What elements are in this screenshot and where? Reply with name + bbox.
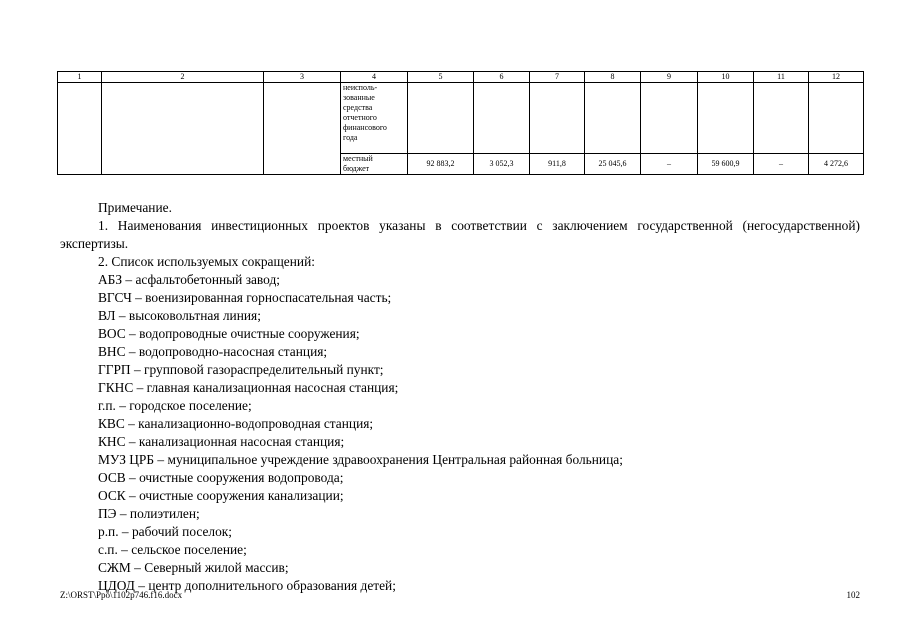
table-cell-empty (698, 83, 754, 154)
value-cell: – (754, 154, 809, 175)
abbreviation-item: ВЛ – высоковольтная линия; (98, 308, 261, 323)
row-label-line: зованные (343, 93, 375, 102)
header-cell: 1 (58, 72, 102, 83)
header-cell: 12 (809, 72, 864, 83)
abbreviation-item: ЦДОД – центр дополнительного образования детей; (98, 578, 396, 593)
row-label-line: отчетного (343, 113, 377, 122)
footer-file-path: Z:\ORST\Ppo\1102p746.f16.docx (60, 590, 183, 600)
header-cell: 6 (474, 72, 530, 83)
header-cell: 10 (698, 72, 754, 83)
header-cell: 3 (264, 72, 341, 83)
value-cell: 59 600,9 (698, 154, 754, 175)
row-label-line: финансового (343, 123, 387, 132)
abbreviation-item: ВОС – водопроводные очистные сооружения; (98, 326, 360, 341)
table-cell-empty (809, 83, 864, 154)
table-cell-empty (264, 83, 341, 175)
table-cell-empty (408, 83, 474, 154)
abbreviation-item: КНС – канализационная насосная станция; (98, 434, 345, 449)
table-cell-empty (530, 83, 585, 154)
table-cell-empty (58, 83, 102, 175)
row-label-line: местный (343, 154, 373, 163)
abbreviation-item: р.п. – рабочий поселок; (98, 524, 233, 539)
abbreviation-item: ГГРП – групповой газораспределительный пункт; (98, 362, 384, 377)
table-cell-empty (474, 83, 530, 154)
value-cell: 92 883,2 (408, 154, 474, 175)
abbreviation-item: ВНС – водопроводно-насосная станция; (98, 344, 328, 359)
header-cell: 5 (408, 72, 474, 83)
row-label-line: года (343, 133, 358, 142)
abbreviation-item: ВГСЧ – военизированная горноспасательная часть; (98, 290, 392, 305)
abbreviation-item: МУЗ ЦРБ – муниципальное учреждение здравоохранения Центральная районная больница; (98, 452, 623, 467)
table-row (58, 83, 864, 154)
table-cell-empty (754, 83, 809, 154)
notes-title: Примечание. (98, 200, 172, 215)
row-label-cell (341, 154, 408, 175)
header-cell: 9 (641, 72, 698, 83)
row-label-line: бюджет (343, 164, 370, 173)
data-table (57, 71, 864, 175)
row-label-cell (341, 83, 408, 154)
row-label-line: средства (343, 103, 373, 112)
table-header-row (58, 72, 864, 83)
notes-section (60, 199, 860, 595)
value-cell: 4 272,6 (809, 154, 864, 175)
abbreviation-item: ГКНС – главная канализационная насосная станция; (98, 380, 399, 395)
value-cell: 911,8 (530, 154, 585, 175)
abbreviation-item: ПЭ – полиэтилен; (98, 506, 200, 521)
note-item-1: 1. Наименования инвестиционных проектов указаны в соответствии с заключением государственной (негосударственной) экспертизы. (60, 218, 860, 251)
table-cell-empty (102, 83, 264, 175)
abbreviation-item: ОСК – очистные сооружения канализации; (98, 488, 344, 503)
abbreviation-item: ОСВ – очистные сооружения водопровода; (98, 470, 344, 485)
footer-page-number: 102 (846, 590, 860, 600)
header-cell: 7 (530, 72, 585, 83)
table-cell-empty (641, 83, 698, 154)
header-cell: 2 (102, 72, 264, 83)
abbreviation-item: с.п. – сельское поселение; (98, 542, 247, 557)
header-cell: 11 (754, 72, 809, 83)
note-item-2: 2. Список используемых сокращений: (98, 254, 315, 269)
abbreviation-item: г.п. – городское поселение; (98, 398, 252, 413)
abbreviation-item: КВС – канализационно-водопроводная станция; (98, 416, 374, 431)
abbreviation-item: СЖМ – Северный жилой массив; (98, 560, 289, 575)
header-cell: 8 (585, 72, 641, 83)
table-cell-empty (585, 83, 641, 154)
value-cell: – (641, 154, 698, 175)
header-cell: 4 (341, 72, 408, 83)
row-label-line: неисполь- (343, 83, 378, 92)
value-cell: 25 045,6 (585, 154, 641, 175)
abbreviation-item: АБЗ – асфальтобетонный завод; (98, 272, 280, 287)
value-cell: 3 052,3 (474, 154, 530, 175)
